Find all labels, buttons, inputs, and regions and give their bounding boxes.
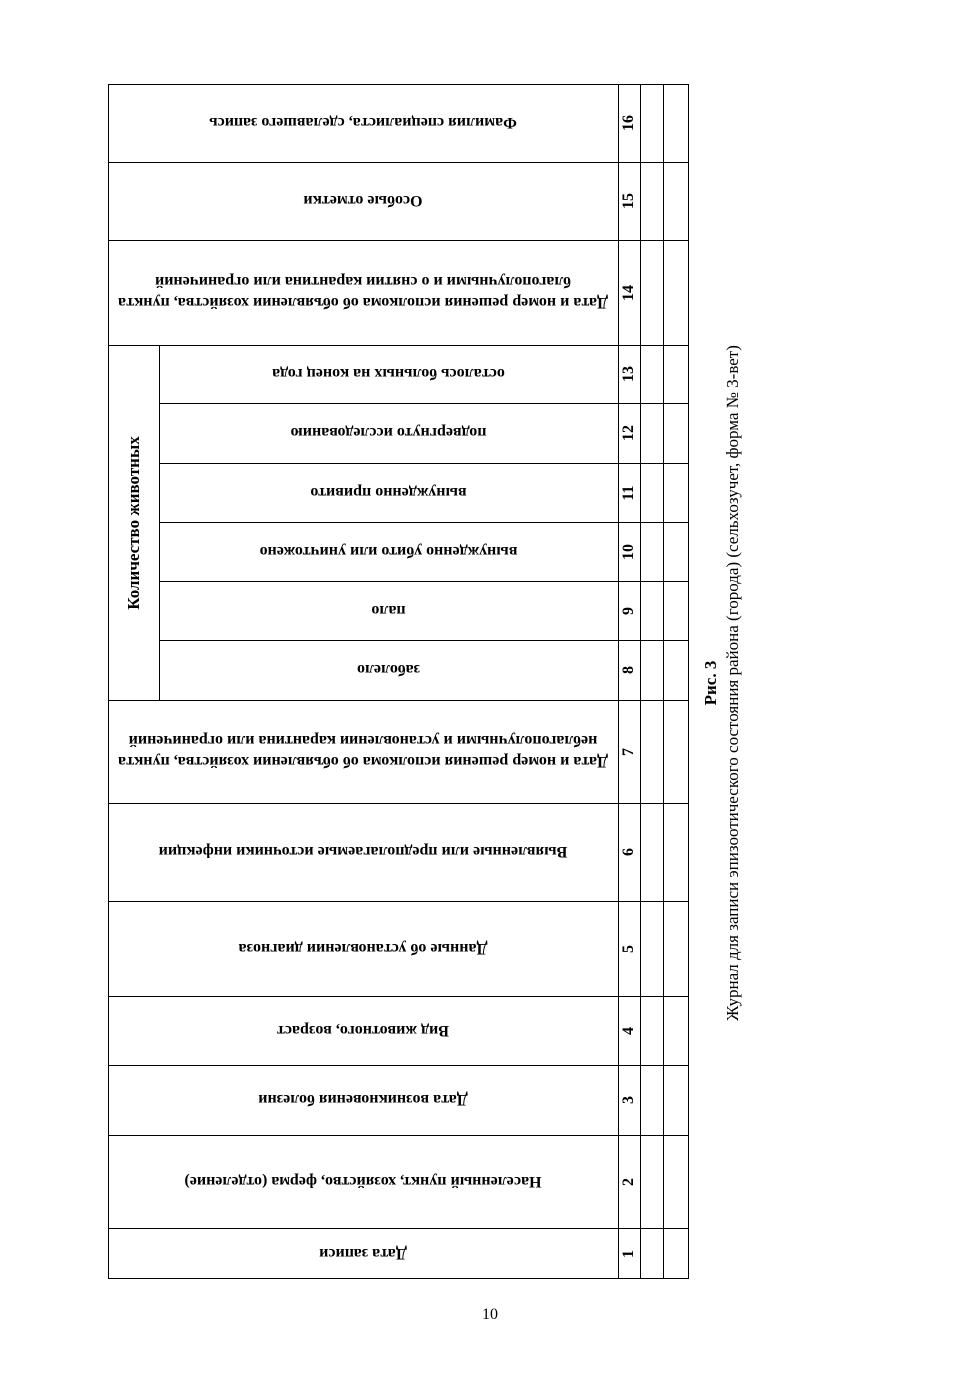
row-13-number: 13 [620,366,637,382]
row-10-number: 10 [620,543,637,560]
row-3-number: 3 [620,1096,637,1104]
row-16-text: Фамилия специалиста, сделавшего запись [209,114,517,132]
row-9-text: пало [371,602,406,619]
row-13-text: осталось больных на конец года [272,365,505,383]
row-2-text: Населенный пункт, хозяйство, ферма (отделение) [184,1173,542,1190]
row-1-text: Дата записи [319,1245,407,1262]
row-7-number: 7 [620,747,637,756]
group-label: Количество животных [123,435,143,610]
table-rule [640,84,641,1279]
row-14-text: Дата и номер решения исполкома об объявлении хозяйства, пункта благополучными и о снятии карантина или ограничений [118,273,608,312]
row-5-text: Данные об установлении диагноза [238,940,488,957]
row-1-number: 1 [620,1249,637,1258]
row-6-number: 6 [620,848,637,856]
row-7-text: Дата и номер решения исполкома об объявлении хозяйства, пункта неблагополучными и установлении карантина или ограничений [118,732,608,771]
row-12-text: подвергнуто исследованию [290,424,487,442]
row-3-text: Дата возникновения болезни [258,1091,468,1109]
row-15-text: Особые отметки [303,192,423,210]
row-9-number: 9 [620,606,637,615]
row-2-number: 2 [620,1177,637,1186]
figure-caption [700,345,744,1021]
row-4-number: 4 [620,1026,637,1035]
row-11-number: 11 [620,484,637,501]
row-16-number: 16 [620,115,637,131]
figure-label: Рис. 3 [701,660,720,706]
table-rule [663,84,664,1279]
journal-table [108,84,689,1279]
page-number: 10 [482,1306,498,1323]
row-14-number: 14 [620,284,637,301]
row-6-text: Выявленные или предполагаемые источники инфекции [158,843,568,861]
row-11-text: вынужденно привито [310,484,467,501]
row-4-text: Вид животного, возраст [277,1022,449,1039]
row-15-number: 15 [620,193,637,209]
row-10-text: вынужденно убито или уничтожено [259,543,518,560]
table-rule [688,84,689,1279]
row-5-number: 5 [620,944,637,953]
row-12-number: 12 [620,425,637,441]
figure-title: Журнал для записи эпизоотического состояния района (города) (сельхозучет, форма № 3-вет) [723,345,742,1021]
row-8-number: 8 [620,666,637,674]
row-8-text: заболело [356,661,421,679]
